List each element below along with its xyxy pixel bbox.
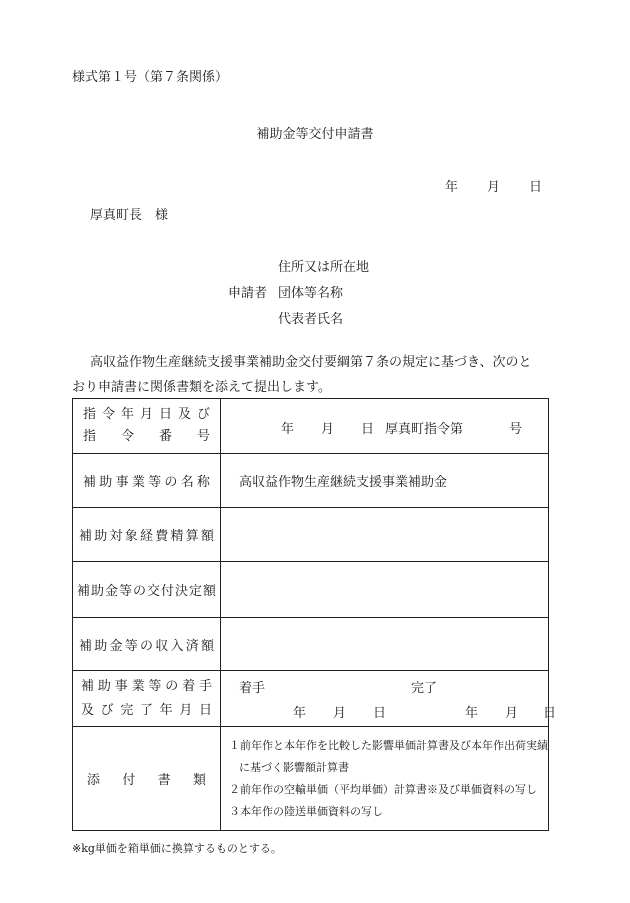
completion-year: 年 [465,706,479,721]
table-row [73,454,549,508]
order-number-suffix: 号 [509,422,523,437]
attachments-list [221,727,549,831]
project-name-label-text: 補助事業等の名称 [83,475,210,490]
order-label-line-2: 指令番号 [83,429,210,444]
date-day: 日 [529,180,543,195]
applicant-representative-label: 代表者氏名 [278,312,344,327]
table-row [73,562,549,618]
project-name-label [73,454,221,508]
intro-text-line-1: 高収益作物生産継続支援事業補助金交付要綱第７条の規定に基づき、次のと [90,355,532,370]
decision-amount-label [73,562,221,618]
attachments-label [73,727,221,831]
start-completion-label-line-1: 補助事業等の着手 [81,678,212,694]
attachment-item-1: １前年作と本年作を比較した影響単価計算書及び本年作出荷実績 [229,738,548,752]
settled-cost-label-text: 補助対象経費精算額 [79,529,214,544]
received-amount-field[interactable] [221,618,549,671]
completion-month: 月 [505,706,519,721]
decision-amount-field[interactable] [221,562,549,618]
footnote: ※kg単価を箱単価に換算するものとする。 [72,842,282,855]
settled-cost-field[interactable] [221,508,549,562]
start-completion-label-line-2: 及び完了年月日 [81,702,212,718]
table-row [73,727,549,831]
received-amount-label-text: 補助金等の収入済額 [79,638,214,654]
project-name-field[interactable] [221,454,549,508]
form-number: 様式第１号（第７条関係） [72,70,229,85]
applicant-address-label: 住所又は所在地 [278,260,370,275]
order-date-number-field[interactable] [221,399,549,454]
attachment-item-3: ３本年作の陸送単価資料の写し [229,804,383,818]
order-date-number-label [73,399,221,454]
intro-text-line-2: おり申請書に関係書類を添えて提出します。 [72,380,331,395]
settled-cost-label [73,508,221,562]
applicant-org-label: 団体等名称 [278,286,344,301]
decision-amount-label-text: 補助金等の交付決定額 [77,584,216,599]
start-year: 年 [293,706,307,721]
order-day: 日 [361,422,375,437]
application-table [72,398,557,831]
start-day: 日 [373,706,387,721]
order-year: 年 [281,422,295,437]
received-amount-label [73,618,221,671]
table-row [73,508,549,562]
order-label-line-1: 指令年月日及び [83,407,210,422]
start-label: 着手 [239,681,266,696]
date-year: 年 [445,180,459,195]
date-month: 月 [487,180,501,195]
attachments-label-text: 添付書類 [87,773,206,788]
applicant-label: 申請者 [228,286,268,301]
addressee: 厚真町長 様 [90,208,169,223]
table-row [73,671,549,727]
completion-day: 日 [543,706,557,721]
attachment-item-2: ２前年作の空輸単価（平均単価）計算書※及び単価資料の写し [229,782,537,796]
start-completion-label [73,671,221,727]
table-row [73,618,549,671]
start-month: 月 [333,706,347,721]
order-prefix: 厚真町指令第 [385,422,464,437]
completion-label: 完了 [411,681,438,696]
attachment-item-1-cont: に基づく影響額計算書 [239,760,349,774]
start-completion-field[interactable] [221,671,557,727]
document-title: 補助金等交付申請書 [256,127,374,142]
table-row [73,399,549,454]
project-name-value: 高収益作物生産継続支援事業補助金 [239,475,448,490]
order-month: 月 [321,422,335,437]
